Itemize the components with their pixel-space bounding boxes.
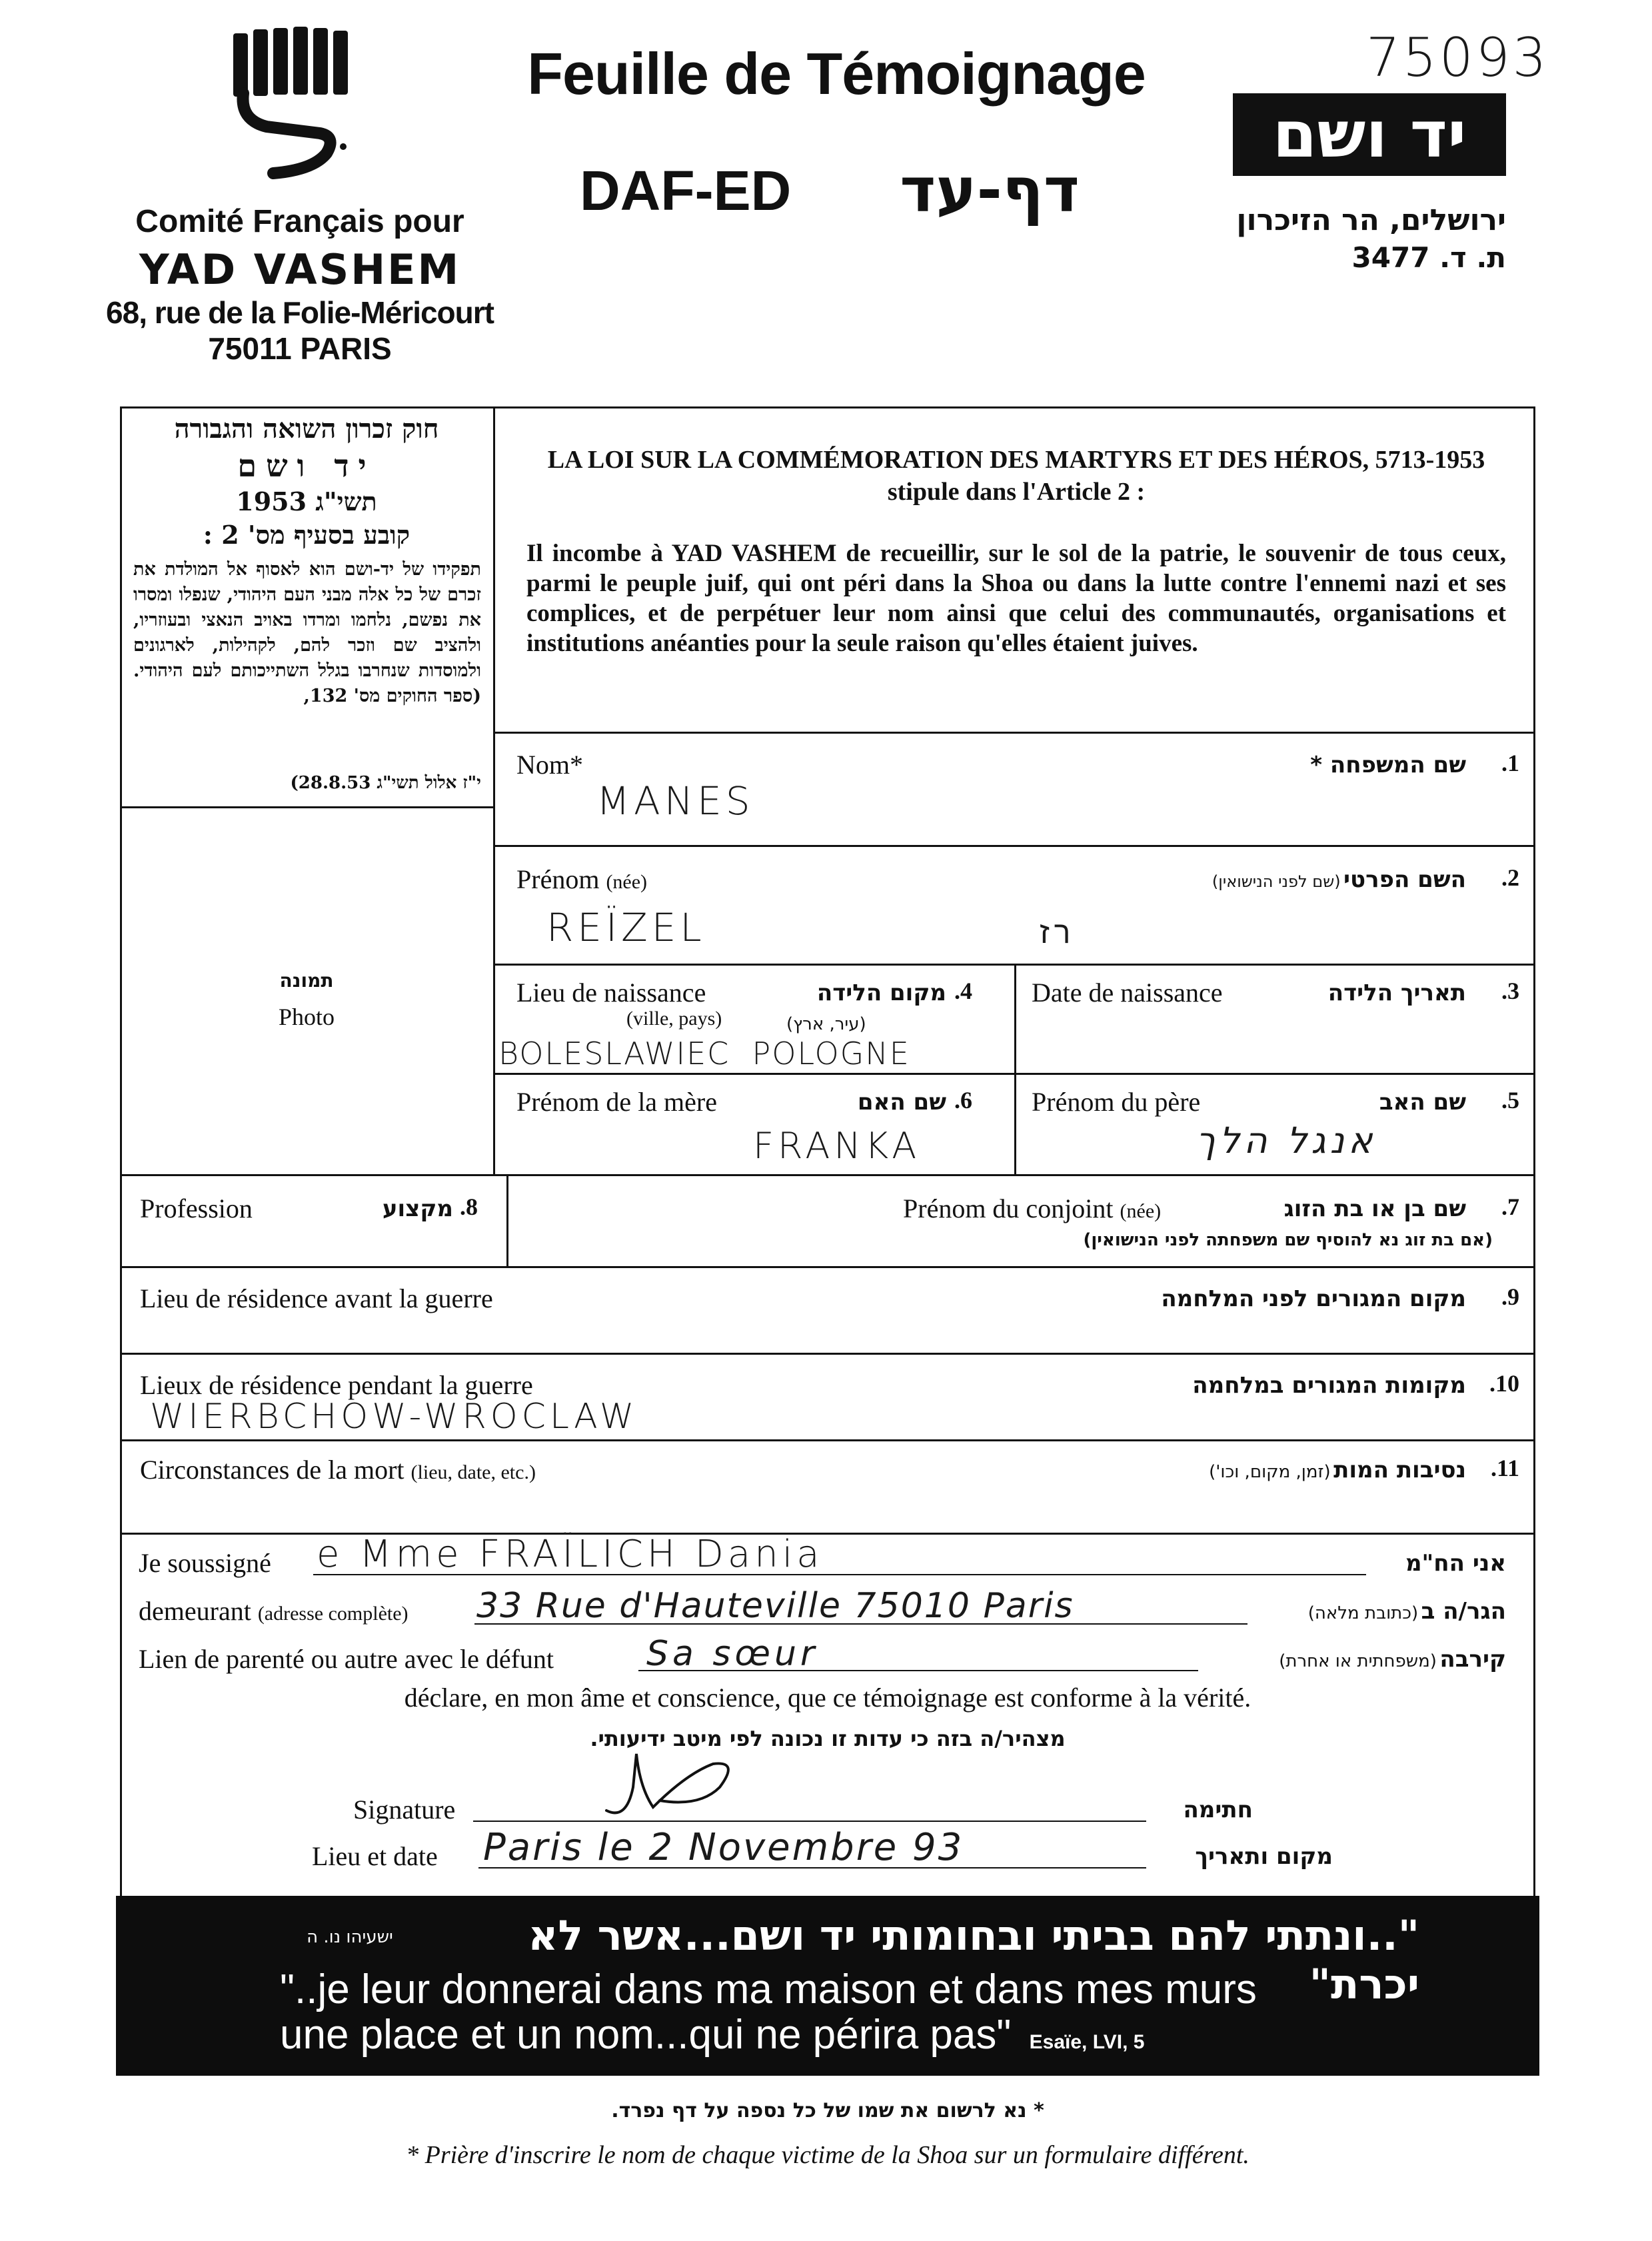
daf-ed-hebrew: דף-עד	[900, 155, 1080, 226]
field-3-value[interactable]	[1040, 1026, 1506, 1066]
committee-address-city: 75011 PARIS	[208, 331, 392, 366]
field-4-label: Lieu de naissance	[516, 978, 706, 1008]
page-title: Feuille de Témoignage	[527, 41, 1146, 107]
banner-french-line2	[280, 2011, 1145, 2058]
soussigne-value[interactable]: e Mme FRAÏLICH Dania	[317, 1533, 824, 1576]
field-10-label-hebrew: מקומות המגורים במלחמה	[1192, 1372, 1466, 1399]
demeurant-label-text: demeurant	[139, 1596, 251, 1626]
banner-hebrew-ref: ישעיהו נו. ה	[307, 1927, 393, 1947]
divider	[121, 1353, 1534, 1355]
signature-line	[473, 1821, 1146, 1822]
field-5-value[interactable]: אנגל הלך	[1196, 1120, 1377, 1161]
divider	[121, 1439, 1534, 1441]
lieu-date-hebrew: מקום ותאריך	[1195, 1843, 1333, 1870]
daf-ed-title: DAF-ED	[580, 159, 792, 222]
footer-hebrew-note: * נא לרשום את שמו של כל נספה על דף נפרד.	[611, 2099, 1044, 2122]
committee-line: Comité Français pour	[135, 204, 464, 239]
french-law-body: Il incombe à YAD VASHEM de recueillir, sur le sol de la patrie, le souvenir de tous ceux, parmi le peuple juif, qui ont péri dans la Shoa ou dans la lutte contre l'ennemi nazi et ses complices, et de perpétuer leur nom ainsi que celui des communautés, organisations et institutions anéanties pour la seule raison qu'elles étaient juives.	[526, 540, 1506, 657]
field-1-number: .1	[1501, 750, 1519, 776]
field-6-number: .6	[954, 1087, 972, 1114]
lien-hebrew-wrap	[1206, 1646, 1506, 1673]
field-10-value[interactable]: WIERBCHOW-WROCLAW	[150, 1397, 638, 1437]
divider	[493, 732, 1535, 734]
committee-address-street: 68, rue de la Folie-Méricourt	[106, 295, 494, 330]
field-5-label-hebrew: שם האב	[1379, 1089, 1466, 1116]
yad-vashem-logo-text: יד ושם	[1272, 97, 1467, 172]
field-8-label: Profession	[140, 1193, 253, 1223]
hebrew-law-name: יד ושם	[237, 448, 376, 484]
lien-label: Lien de parenté ou autre avec le défunt	[139, 1644, 554, 1674]
demeurant-label-note: (adresse complète)	[257, 1603, 409, 1625]
divider	[506, 1176, 508, 1268]
field-7-label-hebrew-note: (אם בת זוג נא להוסיף שם משפחתה לפני הנישואין)	[1083, 1230, 1493, 1250]
declaration-hebrew: מצהיר/ה בזה כי עדות זו נכונה לפי מיטב ידיעותי.	[590, 1726, 1066, 1751]
committee-name: YAD VASHEM	[139, 245, 461, 294]
hebrew-law-title: חוק זכרון השואה והגבורה	[174, 413, 439, 444]
field-2-value-hebrew[interactable]: רז	[1040, 914, 1075, 950]
field-5-number: .5	[1501, 1087, 1519, 1114]
hebrew-law-year: תשי"ג 1953	[236, 486, 377, 516]
field-1-label: Nom*	[516, 750, 583, 780]
field-5-label: Prénom du père	[1032, 1087, 1201, 1117]
field-9-value[interactable]	[140, 1316, 1406, 1348]
french-law-title: LA LOI SUR LA COMMÉMORATION DES MARTYRS ET DES HÉROS, 5713-1953	[547, 446, 1485, 474]
field-1-value[interactable]: MANES	[596, 778, 754, 824]
banner-french-ref: Esaïe, LVI, 5	[1029, 2031, 1145, 2053]
field-11-value[interactable]	[140, 1487, 1406, 1527]
hebrew-law-date: י"ז אלול תשי"ג 28.8.53)	[290, 773, 481, 793]
field-11-label-hebrew-note: (זמן, מקום, וכו')	[1209, 1462, 1331, 1482]
field-4-label-hebrew-note: (עיר, ארץ)	[786, 1014, 866, 1034]
jerusalem-address: ירושלים, הר הזיכרון	[1236, 203, 1506, 237]
divider	[121, 806, 493, 808]
field-7-number: .7	[1501, 1193, 1519, 1220]
lieu-date-value[interactable]: Paris le 2 Novembre 93	[483, 1826, 964, 1869]
field-2-label-hebrew-note: (שם לפני הנישואין)	[1212, 872, 1341, 891]
po-box: ת. ד. 3477	[1351, 241, 1506, 274]
photo-label: Photo	[278, 1004, 335, 1030]
hebrew-law-body: תפקידו של יד-ושם הוא לאסוף אל המולדת את זכרם של כל אלה מבני העם היהודי, שנפלו ומסרו את נפשם, נלחמו ומרדו באויב הנאצי ובעוזריו, ולהציב שם וזכר להם, לקהילות, לארגונים ולמוסדות שנחרבו בגלל השתייכותם לעם היהודי. (ספר החוקים מס' 132,	[133, 559, 481, 706]
signature-mark-icon[interactable]	[586, 1747, 760, 1827]
field-3-number: .3	[1501, 978, 1519, 1004]
divider	[493, 845, 1535, 847]
footer-french-note: * Prière d'inscrire le nom de chaque victime de la Shoa sur un formulaire différent.	[406, 2141, 1249, 2169]
field-4-value[interactable]: BOLESLAWIEC POLOGNE	[498, 1036, 910, 1072]
french-law-subtitle: stipule dans l'Article 2 :	[887, 478, 1146, 506]
field-2-label-note: (née)	[606, 871, 648, 893]
banner-hebrew-quote: "..ונתתי להם בביתי ובחומותי יד ושם...אשר לא יכרת"	[528, 1911, 1419, 2008]
demeurant-hebrew-note: (כתובת מלאה)	[1307, 1603, 1419, 1623]
soussigne-label: Je soussigné	[139, 1548, 271, 1578]
file-number: 75093	[1366, 27, 1549, 89]
field-4-number: .4	[954, 978, 972, 1004]
field-6-label: Prénom de la mère	[516, 1087, 717, 1117]
signature-label: Signature	[353, 1795, 456, 1825]
field-7-label-text: Prénom du conjoint	[903, 1193, 1114, 1223]
field-7-value[interactable]	[533, 1226, 866, 1259]
banner-french-line2-text: une place et un nom...qui ne périra pas"	[280, 2012, 1012, 2058]
divider	[1014, 964, 1016, 1174]
lien-hebrew-note: (משפחתית או אחרת)	[1279, 1651, 1437, 1671]
demeurant-label	[139, 1595, 409, 1627]
field-3-label-hebrew: תאריך הלידה	[1327, 980, 1466, 1006]
field-2-label	[516, 864, 647, 895]
declaration-french: déclare, en mon âme et conscience, que ce témoignage est conforme à la vérité.	[404, 1683, 1251, 1713]
soussigne-hebrew: אני הח"מ	[1405, 1550, 1506, 1577]
menorah-logo-icon	[227, 27, 367, 187]
field-9-label-hebrew: מקום המגורים לפני המלחמה	[1161, 1285, 1466, 1312]
field-7-label-note: (née)	[1120, 1200, 1162, 1222]
field-2-label-hebrew-wrap	[1000, 866, 1466, 893]
field-11-label-hebrew-wrap	[933, 1457, 1466, 1483]
divider	[493, 408, 495, 1174]
field-11-label-hebrew: נסיבות המות	[1333, 1457, 1466, 1483]
field-4-label-hebrew: מקום הלידה	[816, 980, 946, 1006]
field-3-label: Date de naissance	[1032, 978, 1223, 1008]
field-7-label-hebrew: שם בן או בת הזוג	[1283, 1195, 1466, 1222]
field-11-number: .11	[1490, 1455, 1519, 1481]
field-8-value[interactable]	[140, 1226, 486, 1259]
field-6-label-hebrew: שם האם	[857, 1089, 946, 1116]
field-10-label: Lieux de résidence pendant la guerre	[140, 1370, 533, 1400]
demeurant-value[interactable]: 33 Rue d'Hauteville 75010 Paris	[476, 1586, 1074, 1626]
divider	[121, 1266, 1534, 1268]
field-9-label: Lieu de résidence avant la guerre	[140, 1283, 493, 1313]
field-1-label-hebrew: שם המשפחה *	[1310, 752, 1466, 778]
signature-hebrew: חתימה	[1183, 1797, 1253, 1823]
field-9-number: .9	[1501, 1283, 1519, 1310]
banner-french-line1: "..je leur donnerai dans ma maison et dans mes murs	[280, 1966, 1257, 2012]
field-6-value[interactable]: FRANKA	[753, 1125, 921, 1167]
field-8-label-hebrew: מקצוע	[382, 1195, 453, 1222]
field-10-number: .10	[1489, 1370, 1519, 1397]
field-8-number: .8	[460, 1193, 478, 1220]
photo-label-hebrew: תמונה	[279, 970, 334, 992]
hebrew-law-article: קובע בסעיף מס' 2 :	[203, 520, 411, 550]
field-11-label-text: Circonstances de la mort	[140, 1455, 405, 1485]
field-11-label	[140, 1454, 536, 1485]
demeurant-hebrew: הגר/ה ב	[1421, 1598, 1506, 1625]
field-4-label-note: (ville, pays)	[626, 1008, 722, 1030]
field-2-label-text: Prénom	[516, 864, 600, 894]
field-2-number: .2	[1501, 864, 1519, 891]
field-11-label-note: (lieu, date, etc.)	[411, 1461, 536, 1483]
lien-hebrew: קירבה	[1439, 1646, 1506, 1673]
field-7-label	[903, 1193, 1161, 1224]
lieu-date-label: Lieu et date	[312, 1841, 438, 1871]
lien-value[interactable]: Sa sœur	[646, 1634, 819, 1674]
field-2-label-hebrew: השם הפרטי	[1343, 866, 1466, 893]
demeurant-hebrew-wrap	[1253, 1598, 1506, 1625]
field-2-value[interactable]: REÏZEL	[546, 905, 706, 950]
divider	[121, 1174, 1534, 1176]
